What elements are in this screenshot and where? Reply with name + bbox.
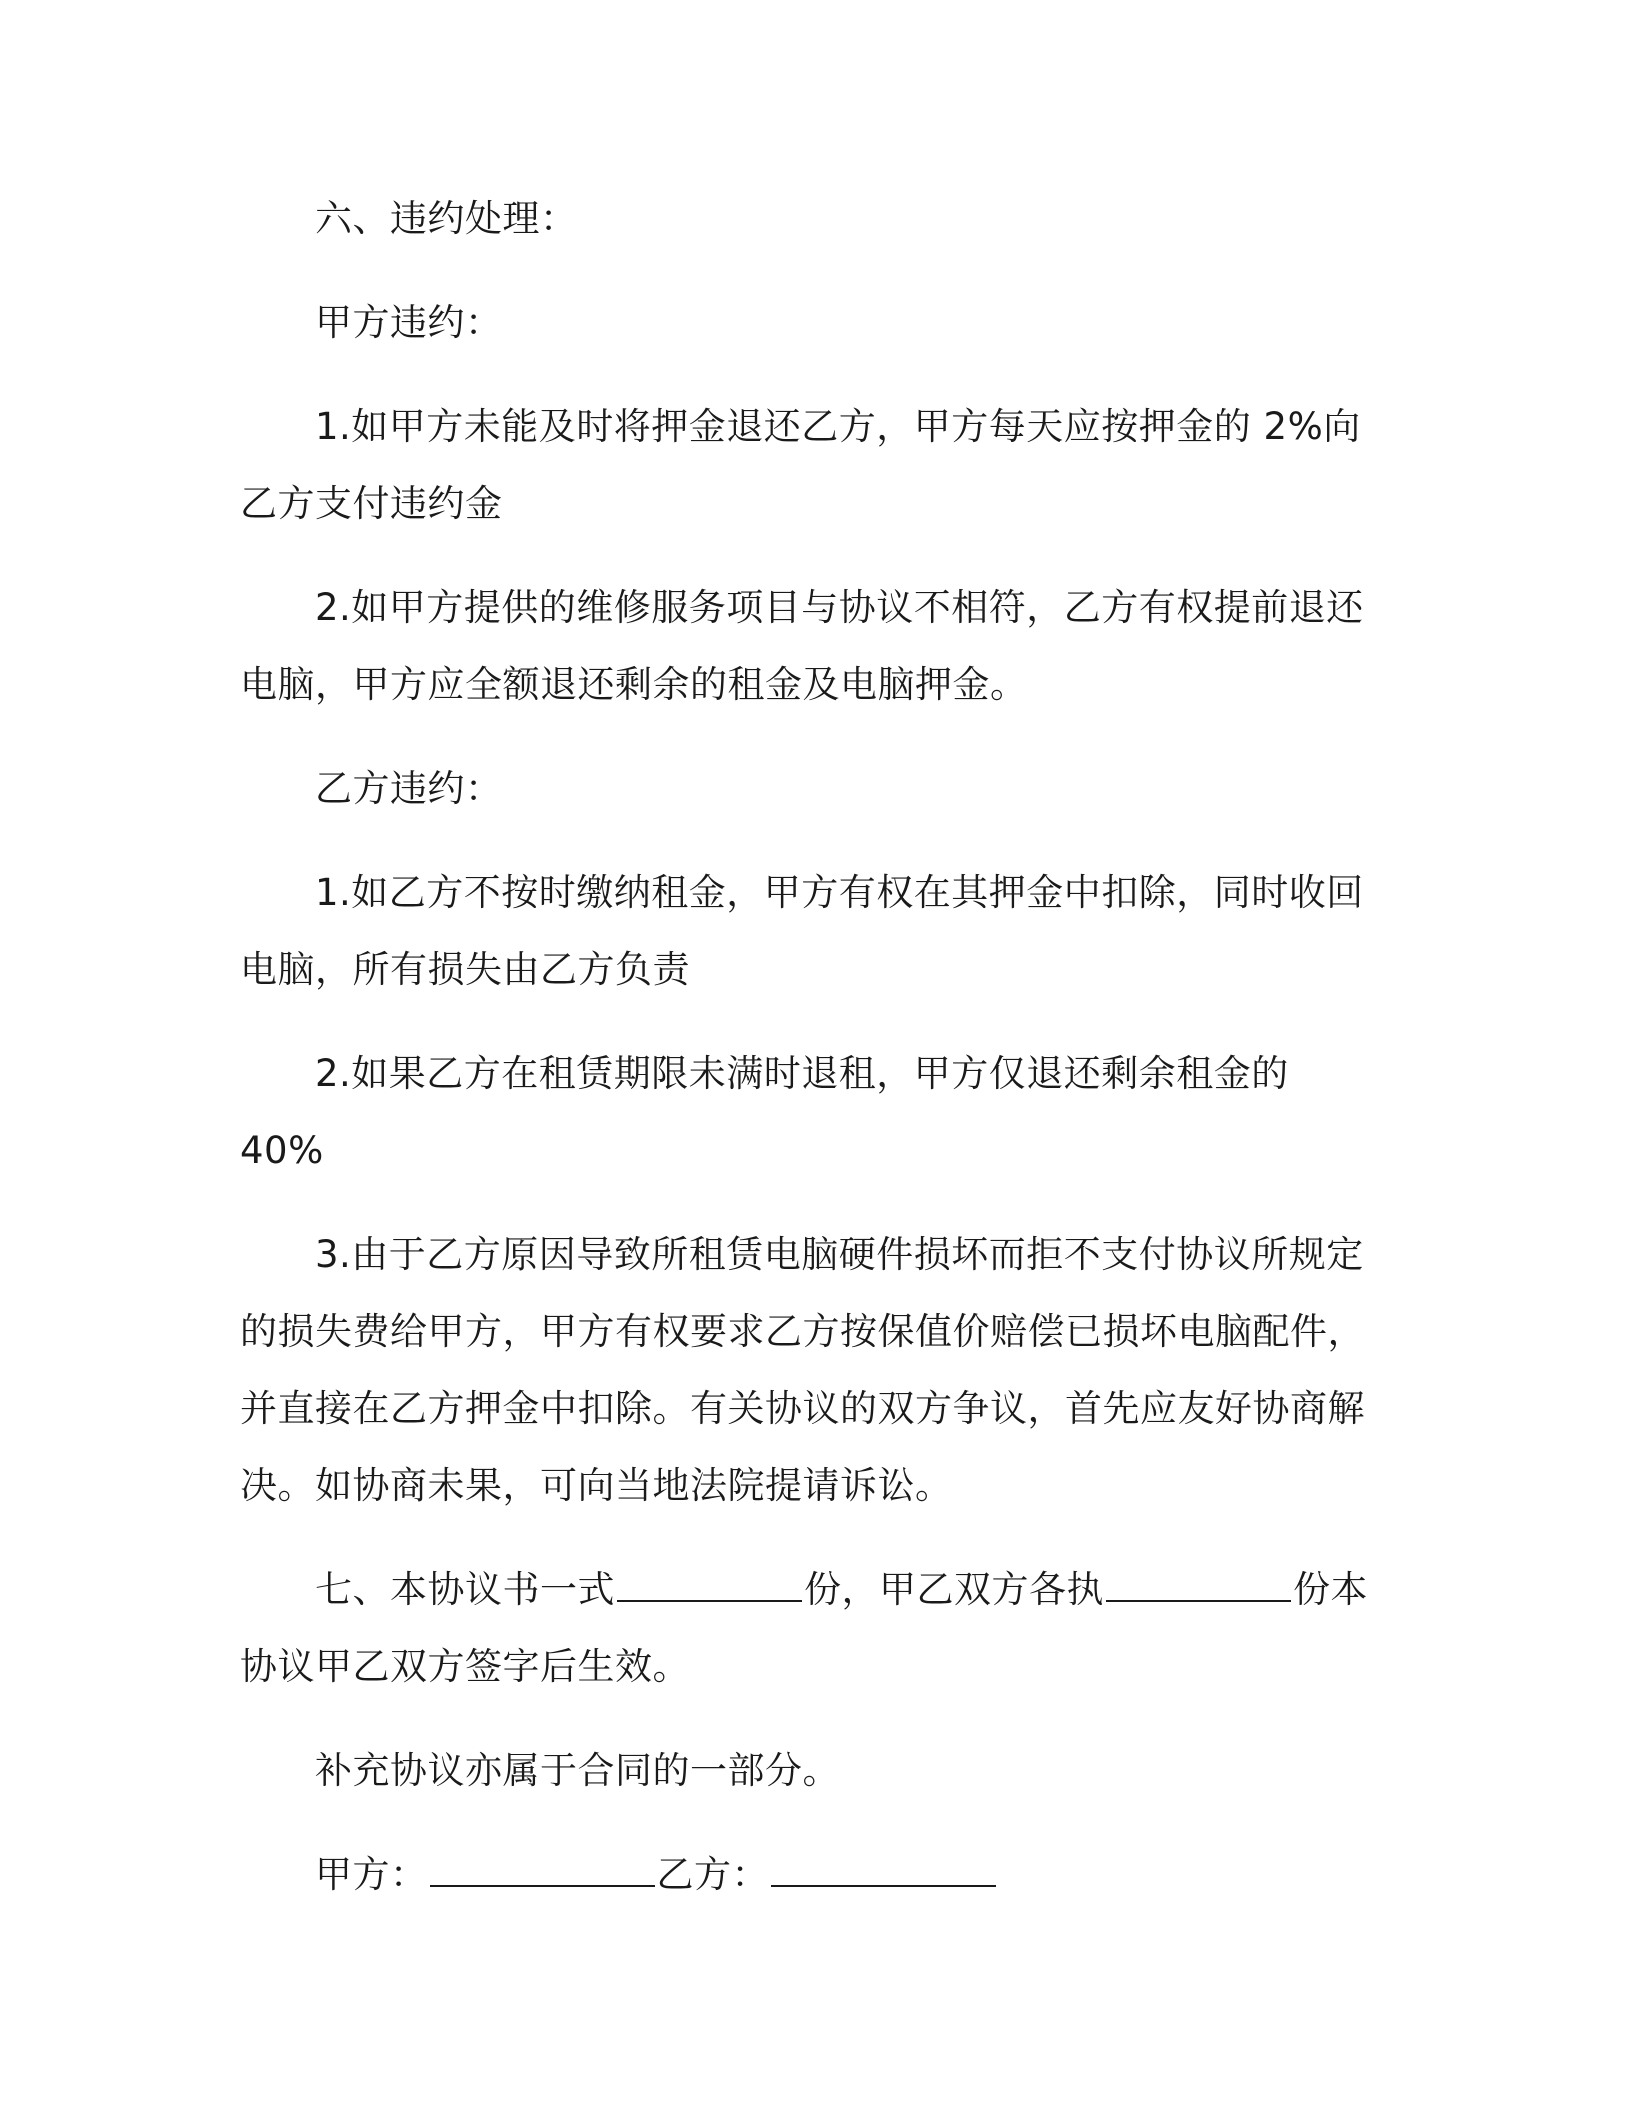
copies-total-blank <box>617 1570 802 1602</box>
party-b-item-3: 3.由于乙方原因导致所租赁电脑硬件损坏而拒不支付协议所规定的损失费给甲方，甲方有权要求乙方按保值价赔偿已损坏电脑配件，并直接在乙方押金中扣除。有关协议的双方争议，首先应友好协商解决。如协商未果，可向当地法院提请诉讼。 <box>240 1233 1365 1507</box>
section7-text-2: 份，甲乙双方各执 <box>804 1568 1104 1611</box>
sign-party-a-label: 甲方： <box>315 1853 428 1896</box>
supplement-note: 补充协议亦属于合同的一部分。 <box>315 1749 840 1792</box>
party-b-signature-blank <box>771 1855 996 1887</box>
party-b-item-2: 2.如果乙方在租赁期限未满时退租，甲方仅退还剩余租金的 40% <box>240 1052 1289 1172</box>
section7-text-3: 份本协议甲乙双方签字后生效。 <box>240 1568 1368 1688</box>
party-a-breach-title: 甲方违约： <box>315 301 503 344</box>
party-a-item-1: 1.如甲方未能及时将押金退还乙方，甲方每天应按押金的 2%向乙方支付违约金 <box>240 405 1361 525</box>
copies-each-blank <box>1106 1570 1291 1602</box>
party-b-breach-title: 乙方违约： <box>315 767 503 810</box>
section7-text-1: 七、本协议书一式 <box>315 1568 615 1611</box>
document-body <box>240 180 1380 1940</box>
party-a-signature-blank <box>430 1855 655 1887</box>
party-b-item-1: 1.如乙方不按时缴纳租金，甲方有权在其押金中扣除，同时收回电脑，所有损失由乙方负责 <box>240 871 1364 991</box>
section7-paragraph <box>240 1551 1380 1705</box>
signature-line <box>240 1836 1380 1913</box>
sign-party-b-label: 乙方： <box>656 1853 769 1896</box>
party-a-item-2: 2.如甲方提供的维修服务项目与协议不相符，乙方有权提前退还电脑，甲方应全额退还剩余的租金及电脑押金。 <box>240 586 1364 706</box>
section6-title: 六、违约处理： <box>315 197 578 240</box>
